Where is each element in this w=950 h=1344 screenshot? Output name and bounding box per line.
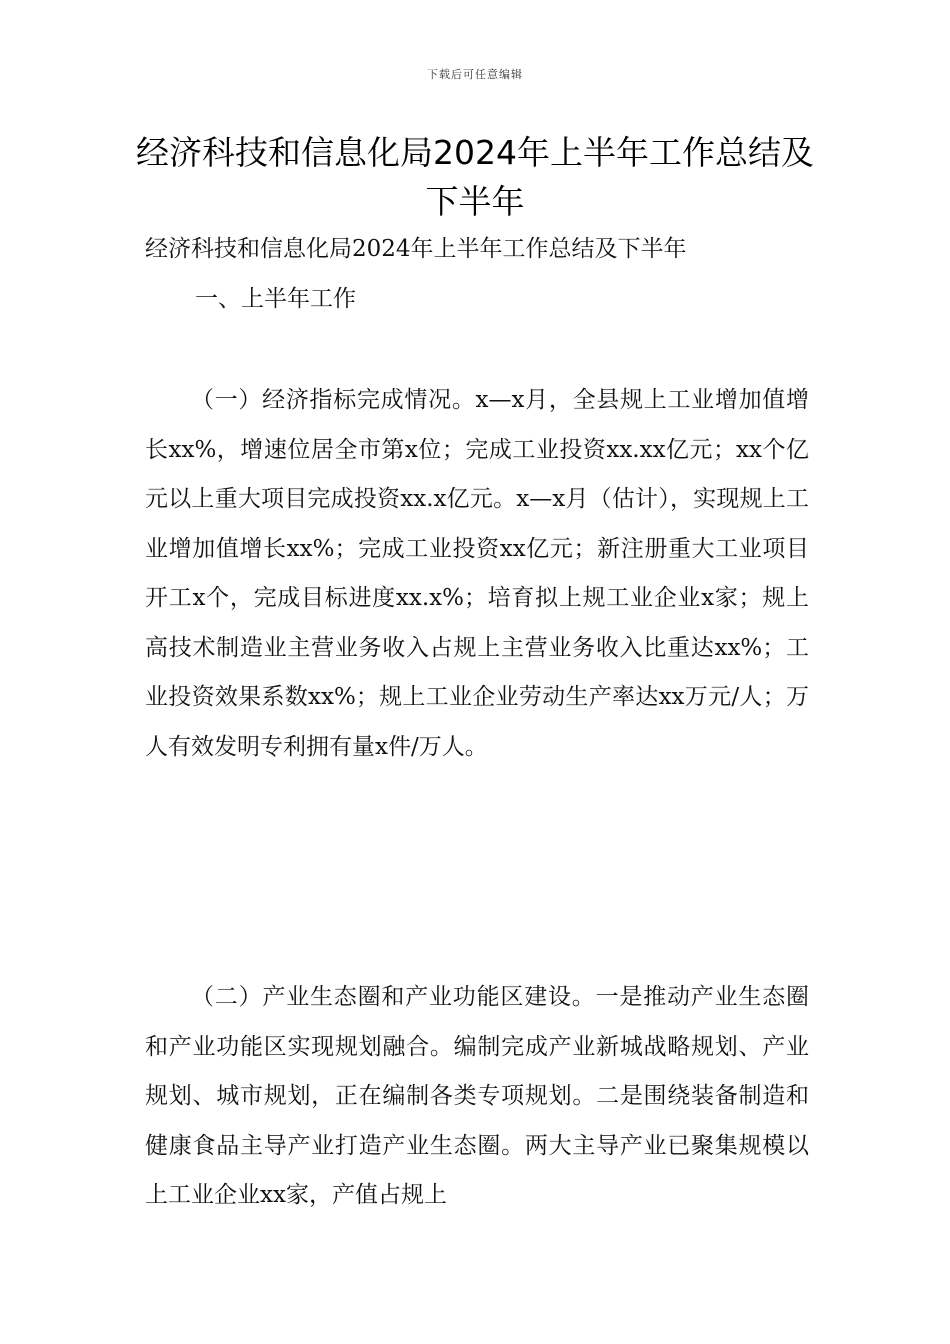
document-title: 经济科技和信息化局2024年上半年工作总结及下半年	[136, 133, 814, 221]
paragraph-industry-ecosystem: （二）产业生态圈和产业功能区建设。一是推动产业生态圈和产业功能区实现规划融合。编制完成产业新城战略规划、产业规划、城市规划，正在编制各类专项规划。二是围绕装备制造和健康食品主导产业打造产业生态圈。两大主导产业已聚集规模以上工业企业xx家，产值占规上	[145, 984, 809, 1208]
section-heading-first-half: 一、上半年工作	[195, 286, 356, 312]
document-subtitle: 经济科技和信息化局2024年上半年工作总结及下半年	[145, 236, 687, 262]
header-note: 下载后可任意编辑	[427, 68, 523, 81]
paragraph-economic-indicators: （一）经济指标完成情况。x—x月，全县规上工业增加值增长xx%，增速位居全市第x位；完成工业投资xx.xx亿元；xx个亿元以上重大项目完成投资xx.x亿元。x—x月（估计），实现规上工业增加值增长xx%；完成工业投资xx亿元；新注册重大工业项目开工x个，完成目标进度xx.x%；培育拟上规工业企业x家；规上高技术制造业主营业务收入占规上主营业务收入比重达xx%；工业投资效果系数xx%；规上工业企业劳动生产率达xx万元/人；万人有效发明专利拥有量x件/万人。	[145, 387, 809, 760]
